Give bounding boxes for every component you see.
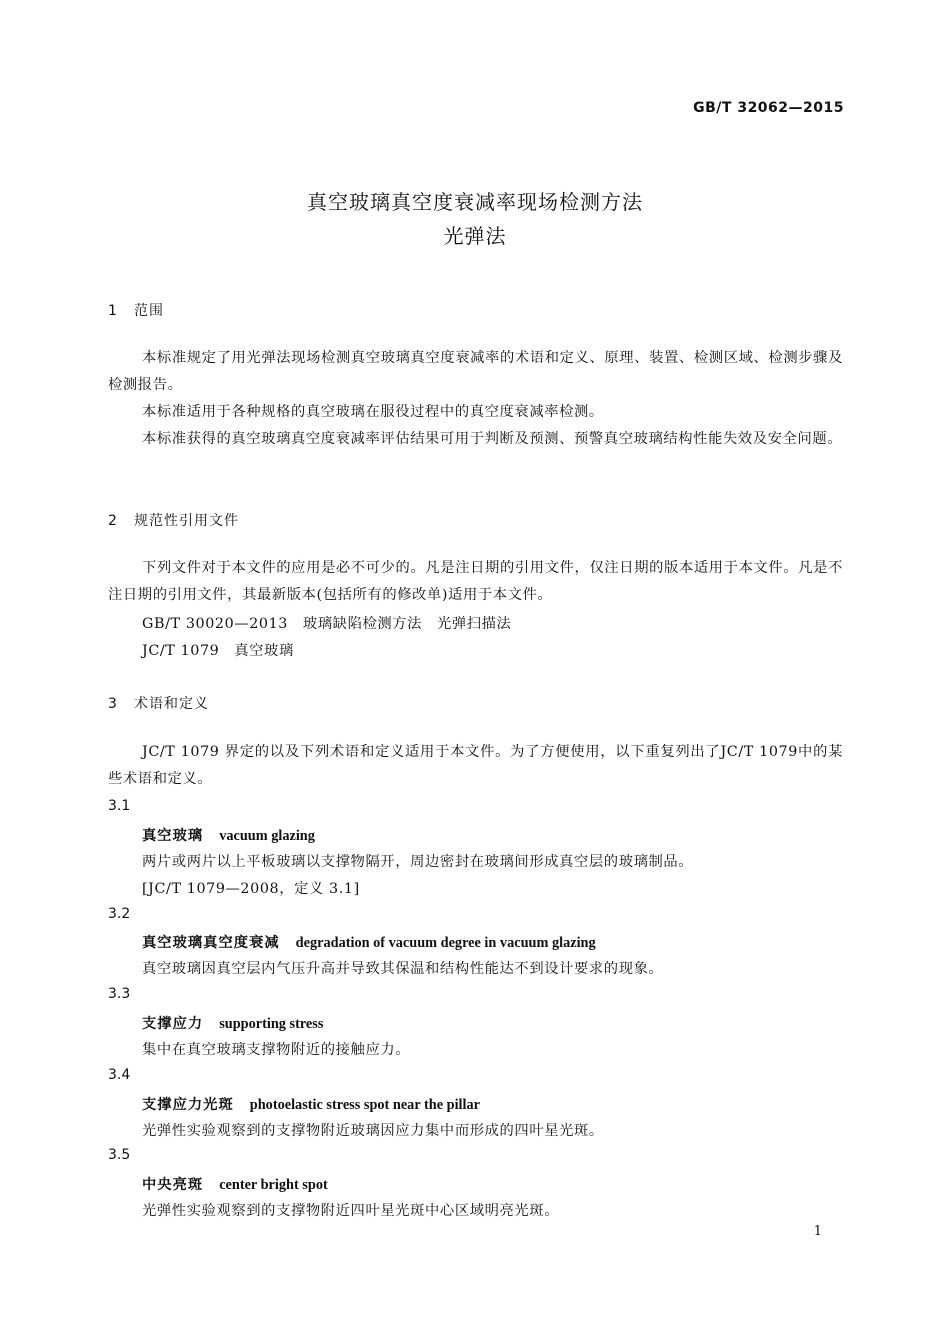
paragraph: JC/T 1079 界定的以及下列术语和定义适用于本文件。为了方便使用，以下重复列出了JC/T 1079中的某些术语和定义。 xyxy=(108,744,843,787)
term-chinese: 支撑应力 xyxy=(142,1016,204,1032)
normative-reference: GB/T 30020—2013 玻璃缺陷检测方法 光弹扫描法 xyxy=(142,616,512,632)
paragraph: 本标准获得的真空玻璃真空度衰减率评估结果可用于判断及预测、预警真空玻璃结构性能失效及安全问题。 xyxy=(142,431,843,447)
section-title: 规范性引用文件 xyxy=(134,513,239,529)
page-number: 1 xyxy=(813,1224,822,1239)
term-chinese: 支撑应力光斑 xyxy=(142,1097,234,1113)
term-english: supporting stress xyxy=(219,1016,324,1032)
paragraph: 本标准规定了用光弹法现场检测真空玻璃真空度衰减率的术语和定义、原理、装置、检测区域、检测步骤及检测报告。 xyxy=(108,350,843,393)
section-2-heading xyxy=(108,510,239,530)
section-number: 3 xyxy=(108,696,118,712)
section-1-heading xyxy=(108,300,164,320)
term-chinese: 真空玻璃真空度衰减 xyxy=(142,935,280,951)
term-chinese: 真空玻璃 xyxy=(142,828,204,844)
term-number: 3.5 xyxy=(108,1147,131,1163)
paragraph: 下列文件对于本文件的应用是必不可少的。凡是注日期的引用文件，仅注日期的版本适用于本文件。凡是不注日期的引用文件，其最新版本(包括所有的修改单)适用于本文件。 xyxy=(108,560,843,603)
term-source: [JC/T 1079—2008，定义 3.1] xyxy=(142,881,360,897)
term-definition: 光弹性实验观察到的支撑物附近玻璃因应力集中而形成的四叶星光斑。 xyxy=(142,1123,604,1139)
term-number: 3.4 xyxy=(108,1067,131,1083)
term-chinese: 中央亮斑 xyxy=(142,1177,204,1193)
section-title: 术语和定义 xyxy=(134,696,209,712)
term-title xyxy=(142,1094,480,1114)
standard-number: GB/T 32062—2015 xyxy=(693,100,844,116)
section-number: 2 xyxy=(108,513,118,529)
term-title xyxy=(142,932,596,952)
term-number: 3.2 xyxy=(108,906,131,922)
paragraph: 本标准适用于各种规格的真空玻璃在服役过程中的真空度衰减率检测。 xyxy=(142,404,604,420)
term-english: photoelastic stress spot near the pillar xyxy=(249,1097,480,1113)
term-number: 3.3 xyxy=(108,986,131,1002)
section-title: 范围 xyxy=(134,303,164,319)
term-number: 3.1 xyxy=(108,798,131,814)
document-title: 真空玻璃真空度衰减率现场检测方法 xyxy=(307,190,643,214)
term-title xyxy=(142,1174,328,1194)
document-subtitle: 光弹法 xyxy=(443,224,507,248)
section-3-heading xyxy=(108,693,209,713)
term-definition: 集中在真空玻璃支撑物附近的接触应力。 xyxy=(142,1042,411,1058)
term-definition: 真空玻璃因真空层内气压升高并导致其保温和结构性能达不到设计要求的现象。 xyxy=(142,961,664,977)
term-english: degradation of vacuum degree in vacuum glazing xyxy=(295,935,596,951)
section-number: 1 xyxy=(108,303,118,319)
normative-reference: JC/T 1079 真空玻璃 xyxy=(142,643,294,659)
term-definition: 两片或两片以上平板玻璃以支撑物隔开，周边密封在玻璃间形成真空层的玻璃制品。 xyxy=(142,854,694,870)
term-title xyxy=(142,825,315,845)
term-english: center bright spot xyxy=(219,1177,328,1193)
term-english: vacuum glazing xyxy=(219,828,315,844)
term-title xyxy=(142,1013,323,1033)
term-definition: 光弹性实验观察到的支撑物附近四叶星光斑中心区域明亮光斑。 xyxy=(142,1203,560,1219)
